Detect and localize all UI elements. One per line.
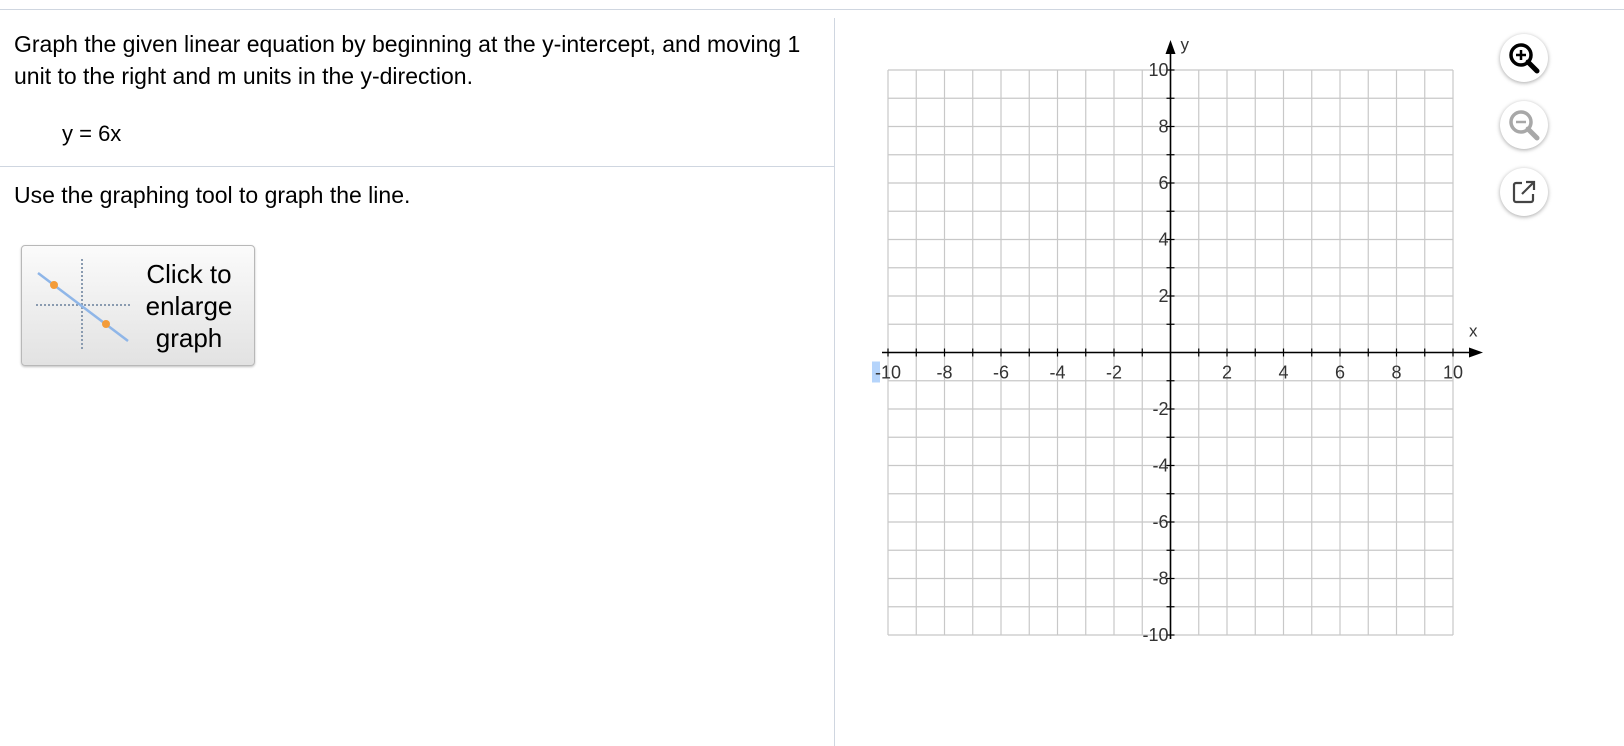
y-tick-label: -2	[1152, 399, 1169, 419]
zoom-out-button[interactable]	[1500, 101, 1548, 149]
x-axis-arrow	[1469, 348, 1483, 358]
zoom-in-button[interactable]	[1500, 34, 1548, 82]
y-tick-label: 6	[1158, 173, 1169, 193]
graph-thumbnail-icon	[34, 257, 134, 353]
pane-divider	[834, 18, 835, 746]
section-divider	[0, 166, 834, 167]
coordinate-graph[interactable]	[870, 36, 1510, 656]
x-tick-label: 2	[1221, 362, 1233, 383]
magnifier-minus-icon	[1507, 108, 1541, 142]
equation: y = 6x	[62, 121, 122, 146]
enlarge-graph-button[interactable]	[21, 245, 255, 366]
enlarge-graph-label: Click to enlarge graph	[145, 259, 233, 353]
top-divider	[0, 9, 1624, 10]
y-tick-label: -8	[1152, 568, 1169, 589]
x-tick-label: 6	[1334, 362, 1346, 383]
y-axis-arrow	[1166, 40, 1176, 54]
x-axis-label: x	[1469, 321, 1478, 341]
y-axis-label: y	[1180, 36, 1189, 54]
y-tick-label: -10	[1142, 625, 1169, 645]
x-tick-label: -6	[992, 362, 1010, 383]
tool-instruction: Use the graphing tool to graph the line.	[14, 182, 411, 208]
y-tick-label: 2	[1158, 286, 1169, 306]
x-tick-label: -4	[1049, 362, 1066, 383]
x-tick-label: 10	[1442, 362, 1464, 383]
y-tick-label: 10	[1148, 60, 1169, 80]
question-pane	[0, 18, 834, 746]
magnifier-plus-icon	[1507, 41, 1541, 75]
x-tick-label: -2	[1105, 362, 1123, 383]
popout-button[interactable]	[1500, 168, 1548, 216]
x-tick-label: 8	[1391, 362, 1402, 383]
y-tick-label: 8	[1158, 116, 1169, 137]
question-instruction: Graph the given linear equation by beginning at the y-intercept, and moving 1 unit to the right and m units in the y-direction.	[14, 31, 801, 89]
y-tick-label: -6	[1152, 512, 1169, 532]
external-link-icon	[1509, 177, 1539, 207]
x-tick-label: -10	[874, 362, 902, 383]
x-tick-label: -8	[936, 362, 953, 383]
x-tick-label: 4	[1278, 362, 1289, 383]
y-tick-label: -4	[1152, 455, 1169, 476]
y-tick-label: 4	[1158, 229, 1169, 250]
